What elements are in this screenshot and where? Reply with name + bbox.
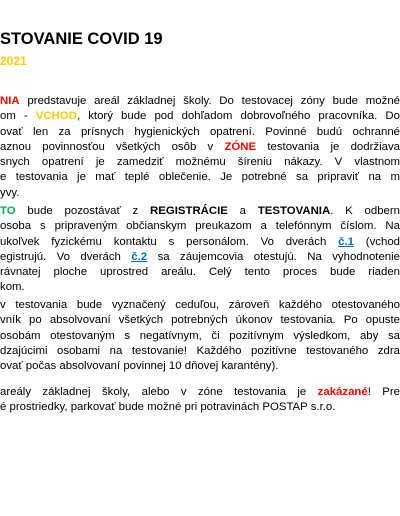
text-line: dzajúcimi osobami na testovanie! Každého pozitívne testovaného zdra <box>0 344 400 357</box>
paragraph-zone <box>0 94 400 201</box>
text-line: vník po absolvovaní všetkých potrebných úkonov testovania. Po opuste <box>0 314 400 327</box>
text-line: kom. <box>0 281 25 294</box>
text-line: aznou povinnosťou všetkých osôb v ZÓNE testovania je dodržiava <box>0 140 400 153</box>
text-line: rávnatej ploche uprostred areálu. Celý tento proces bude riaden <box>0 266 400 279</box>
date-text: 2021 <box>0 54 27 68</box>
text-line: TO bude pozostávať z REGISTRÁCIE a TESTOVANIA. K odbern <box>0 205 400 217</box>
text-line: v testovania bude vyznačený ceduľou, zároveň každého otestovaného <box>0 299 400 311</box>
text-line: e testovania je mať teplé oblečenie. Je potrebné sa pripraviť na m <box>0 171 400 184</box>
text-line: yvy. <box>0 186 20 199</box>
text-line: ovať počas absolvovaní povinnej 10 dňovej karantény). <box>0 360 279 373</box>
text-line: ovať len za prísnych hygienických opatrení. Povinné budú ochranné <box>0 125 400 138</box>
paragraph-prohibited <box>0 385 400 416</box>
text-line: egistrujú. Vo dverách č.2 sa záujemcovia otestujú. Na vyhodnotenie <box>0 250 400 263</box>
paragraph-process <box>0 204 400 296</box>
text-line: ukoľvek fyzickému kontaktu s personálom. Vo dverách č.1 (vchod <box>0 235 400 248</box>
paragraph-exit <box>0 298 400 374</box>
text-line: om - VCHOD, ktorý bude pod dohľadom dobrovoľného pracovníka. Do <box>0 110 400 123</box>
text-line: osobám otestovaným s negatívnym, či pozitívnym výsledkom, aby sa <box>0 329 400 342</box>
document-date <box>0 54 27 68</box>
text-line: areály základnej školy, alebo v zóne testovania je zakázané! Pre <box>0 386 400 398</box>
text-line: NIA predstavuje areál základnej školy. Do testovacej zóny bude možné <box>0 95 400 107</box>
text-line: snych opatrení je zamedziť možnému šíreniu nákazy. V vlastnom <box>0 156 400 169</box>
document-title: STOVANIE COVID 19 <box>0 30 163 48</box>
text-line: osoba s pripraveným občianskym preukazom a telefónnym číslom. Na <box>0 220 400 233</box>
text-line: é prostriedky, parkovať bude možné pri potravinách POSTAP s.r.o. <box>0 401 336 414</box>
